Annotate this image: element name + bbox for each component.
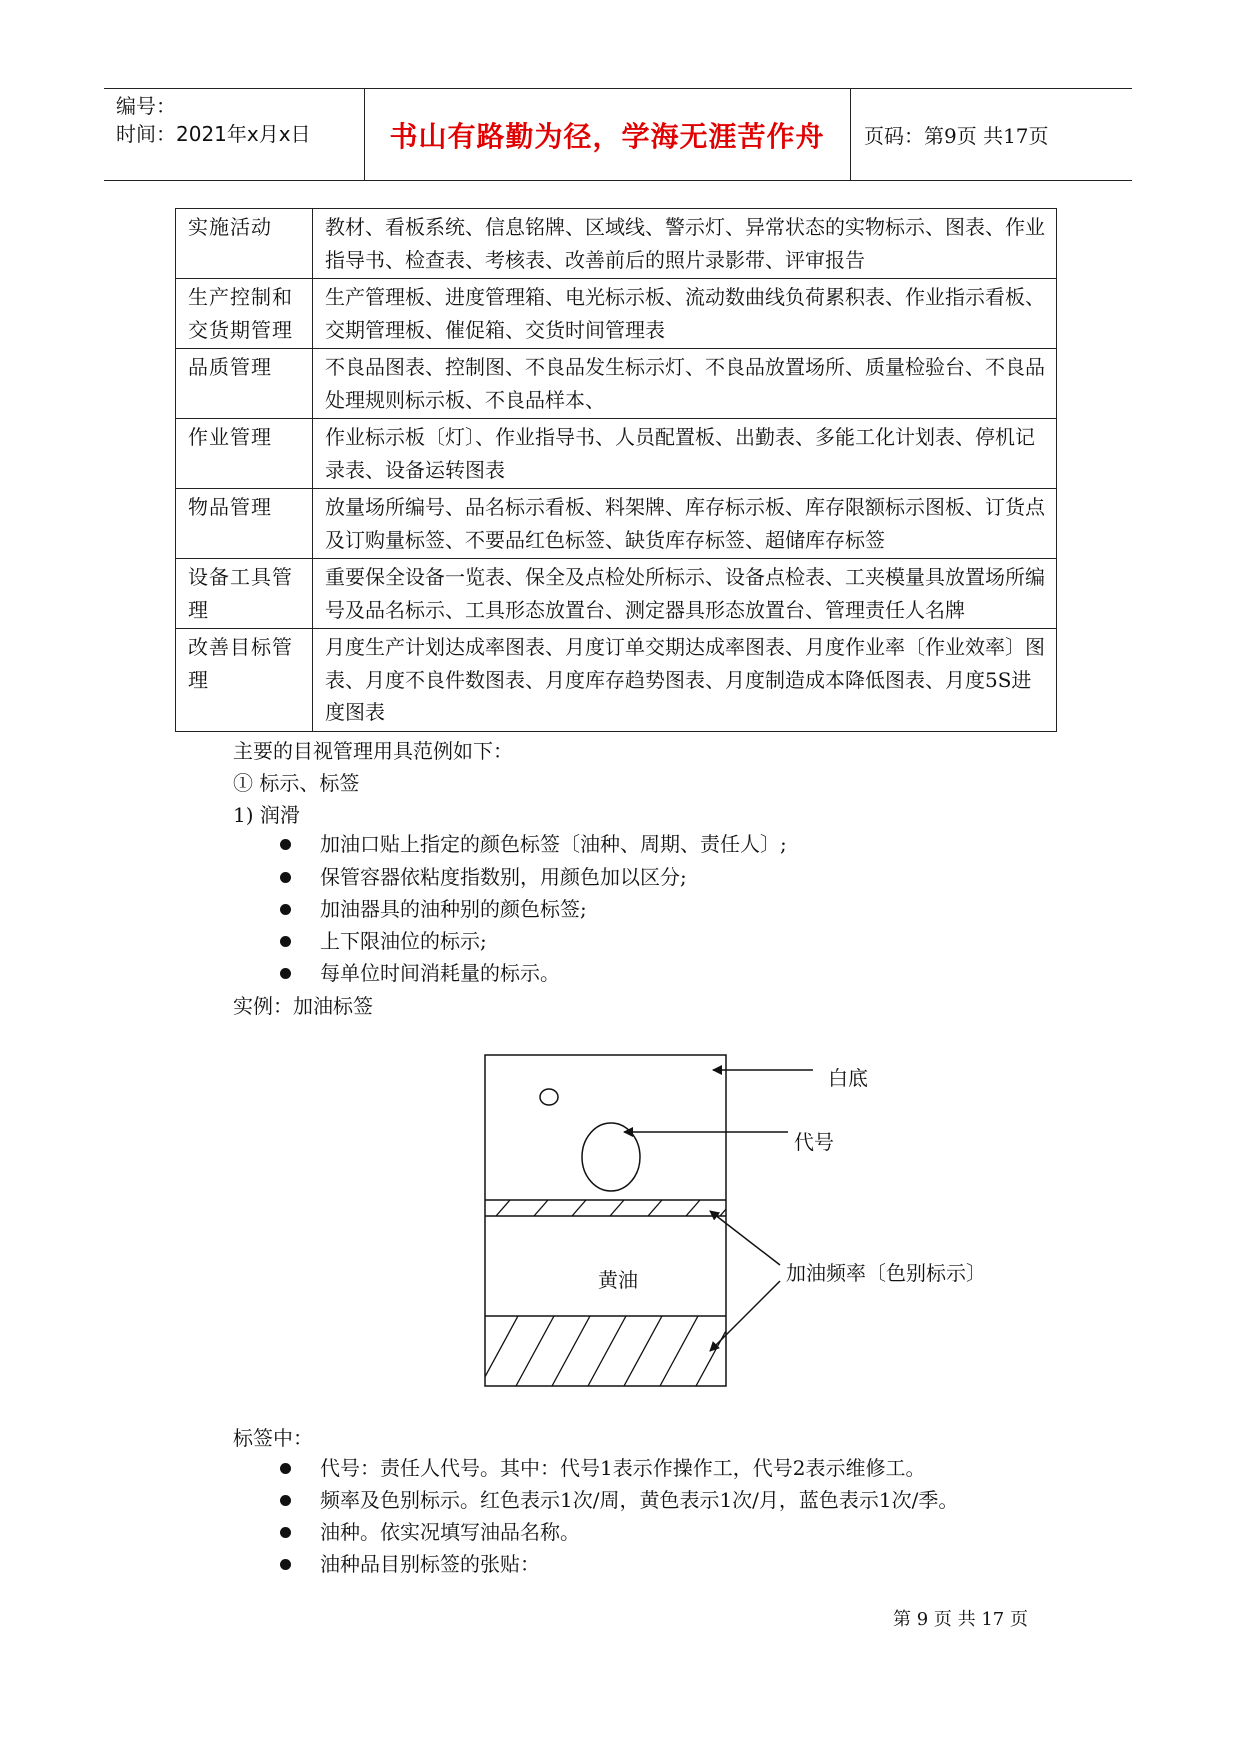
table-cell-category: 作业管理	[176, 419, 313, 489]
bullet-dot	[280, 904, 291, 915]
table-cell-items: 重要保全设备一览表、保全及点检处所标示、设备点检表、工夹模量具放置场所编号及品名标示、工具形态放置台、测定器具形态放置台、管理责任人名牌	[313, 559, 1057, 629]
oil-type-label: 黄油	[598, 1268, 638, 1292]
example-caption: 实例：加油标签	[233, 994, 373, 1018]
serial-label: 编号：	[116, 94, 176, 118]
list-item: 每单位时间消耗量的标示。	[320, 961, 560, 985]
table-row	[176, 489, 1057, 559]
header-divider	[850, 88, 851, 181]
bullet-dot	[280, 936, 291, 947]
label-outline	[485, 1055, 726, 1386]
bullet-dot	[280, 839, 291, 850]
table-cell-items: 生产管理板、进度管理箱、电光标示板、流动数曲线负荷累积表、作业指示看板、交期管理板、催促箱、交货时间管理表	[313, 279, 1057, 349]
table-row	[176, 419, 1057, 489]
oil-label-diagram	[470, 1045, 1070, 1395]
table-cell-items: 教材、看板系统、信息铭牌、区域线、警示灯、异常状态的实物标示、图表、作业指导书、检查表、考核表、改善前后的照片录影带、评审报告	[313, 209, 1057, 279]
table-cell-items: 作业标示板〔灯〕、作业指导书、人员配置板、出勤表、多能工化计划表、停机记录表、设备运转图表	[313, 419, 1057, 489]
bullet-dot	[280, 1527, 291, 1538]
frequency-label: 加油频率〔色别标示〕	[786, 1261, 986, 1285]
list-item: 油种。依实况填写油品名称。	[320, 1520, 580, 1544]
table-cell-items: 月度生产计划达成率图表、月度订单交期达成率图表、月度作业率〔作业效率〕图表、月度不良件数图表、月度库存趋势图表、月度制造成本降低图表、月度5S进度图表	[313, 629, 1057, 732]
hanging-hole	[540, 1089, 558, 1105]
subsection-heading: 1) 润滑	[233, 803, 300, 827]
list-item: 保管容器依粘度指数别，用颜色加以区分;	[320, 865, 687, 889]
bullet-dot	[280, 872, 291, 883]
table-row	[176, 209, 1057, 279]
list-item: 油种品目别标签的张贴：	[320, 1552, 540, 1576]
header-motto: 书山有路勤为径，学海无涯苦作舟	[389, 119, 825, 153]
table-cell-category: 实施活动	[176, 209, 313, 279]
table-cell-items: 不良品图表、控制图、不良品发生标示灯、不良品放置场所、质量检验台、不良品处理规则标示板、不良品样本、	[313, 349, 1057, 419]
bullet-dot	[280, 968, 291, 979]
header-meta	[116, 92, 311, 148]
frequency-stripe-bottom	[480, 1316, 734, 1386]
table-cell-category: 品质管理	[176, 349, 313, 419]
list-item: 代号：责任人代号。其中：代号1表示作操作工，代号2表示维修工。	[320, 1456, 926, 1480]
list-item: 上下限油位的标示;	[320, 929, 487, 953]
arrow-frequency-top	[710, 1211, 780, 1265]
label-intro: 标签中：	[233, 1426, 313, 1450]
code-label: 代号	[794, 1130, 834, 1154]
table-row	[176, 279, 1057, 349]
bullet-dot	[280, 1463, 291, 1474]
page-footer: 第 9 页 共 17 页	[893, 1609, 1028, 1630]
time-label: 时间：2021年x月x日	[116, 122, 311, 146]
table-cell-category: 生产控制和交货期管理	[176, 279, 313, 349]
list-item: 频率及色别标示。红色表示1次/周，黄色表示1次/月，蓝色表示1次/季。	[320, 1488, 959, 1512]
table-cell-category: 物品管理	[176, 489, 313, 559]
visual-management-table	[175, 208, 1057, 732]
section-heading: ① 标示、标签	[233, 771, 360, 795]
list-item: 加油器具的油种别的颜色标签;	[320, 897, 587, 921]
table-cell-category: 改善目标管理	[176, 629, 313, 732]
bullet-dot	[280, 1495, 291, 1506]
white-background-label: 白底	[828, 1066, 868, 1090]
bullet-dot	[280, 1559, 291, 1570]
list-item: 加油口贴上指定的颜色标签〔油种、周期、责任人〕;	[320, 832, 787, 856]
table-row	[176, 559, 1057, 629]
oil-label-drawing	[470, 1045, 1070, 1395]
table-cell-items: 放量场所编号、品名标示看板、料架牌、库存标示板、库存限额标示图板、订货点及订购量标签、不要品红色标签、缺货库存标签、超储库存标签	[313, 489, 1057, 559]
table-row	[176, 629, 1057, 732]
table-cell-category: 设备工具管理	[176, 559, 313, 629]
code-circle	[582, 1123, 640, 1191]
table-row	[176, 349, 1057, 419]
frequency-stripe-top	[496, 1200, 734, 1216]
intro-text: 主要的目视管理用具范例如下：	[233, 739, 513, 763]
page-header	[104, 88, 1132, 181]
header-page-number: 页码：第9页 共17页	[864, 124, 1049, 148]
